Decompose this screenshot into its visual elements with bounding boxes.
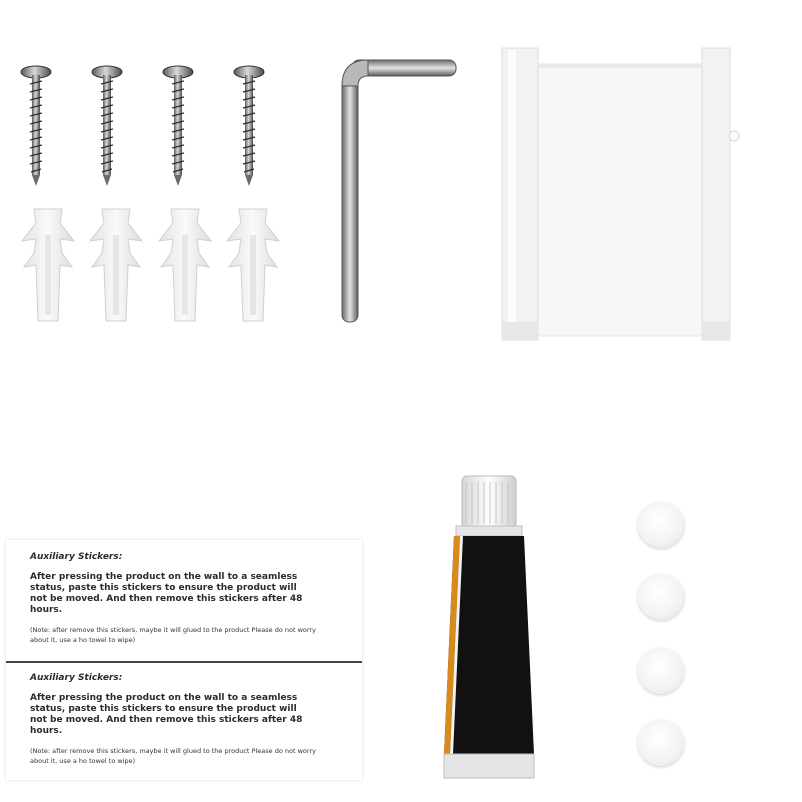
section-title: Auxiliary Stickers: [30, 552, 123, 562]
divider [6, 661, 362, 663]
wall-anchors-group [18, 205, 288, 330]
screw [163, 66, 193, 186]
round-pad [638, 648, 684, 694]
wall-anchor [227, 209, 279, 321]
section-body: After pressing the product on the wall to a seamless status, paste this stickers to ensure the product will not be moved. And then remove this stickers after 48 hours. [30, 693, 303, 736]
round-pad [638, 502, 684, 548]
section-note: (Note: after remove this stickers, maybe it will glued to the product Please do not worry about it, use a ho towel to wipe) [30, 626, 316, 644]
round-pads-group [630, 498, 694, 774]
mounting-bracket [498, 44, 744, 344]
wall-anchor [22, 209, 74, 321]
section-note: (Note: after remove this stickers, maybe it will glued to the product Please do not worry about it, use a ho towel to wipe) [30, 747, 316, 765]
hex-key [330, 52, 470, 332]
section-title: Auxiliary Stickers: [30, 673, 123, 683]
round-pad [638, 720, 684, 766]
section-body: After pressing the product on the wall to a seamless status, paste this stickers to ensure the product will not be moved. And then remove this stickers after 48 hours. [30, 572, 303, 615]
sticker-section [30, 552, 350, 645]
glue-tube [436, 472, 546, 784]
wall-anchor [90, 209, 142, 321]
screw [21, 66, 51, 186]
screw [92, 66, 122, 186]
sticker-section [30, 673, 350, 766]
wall-anchor [159, 209, 211, 321]
screws-group [18, 62, 278, 192]
screw [234, 66, 264, 186]
round-pad [638, 574, 684, 620]
